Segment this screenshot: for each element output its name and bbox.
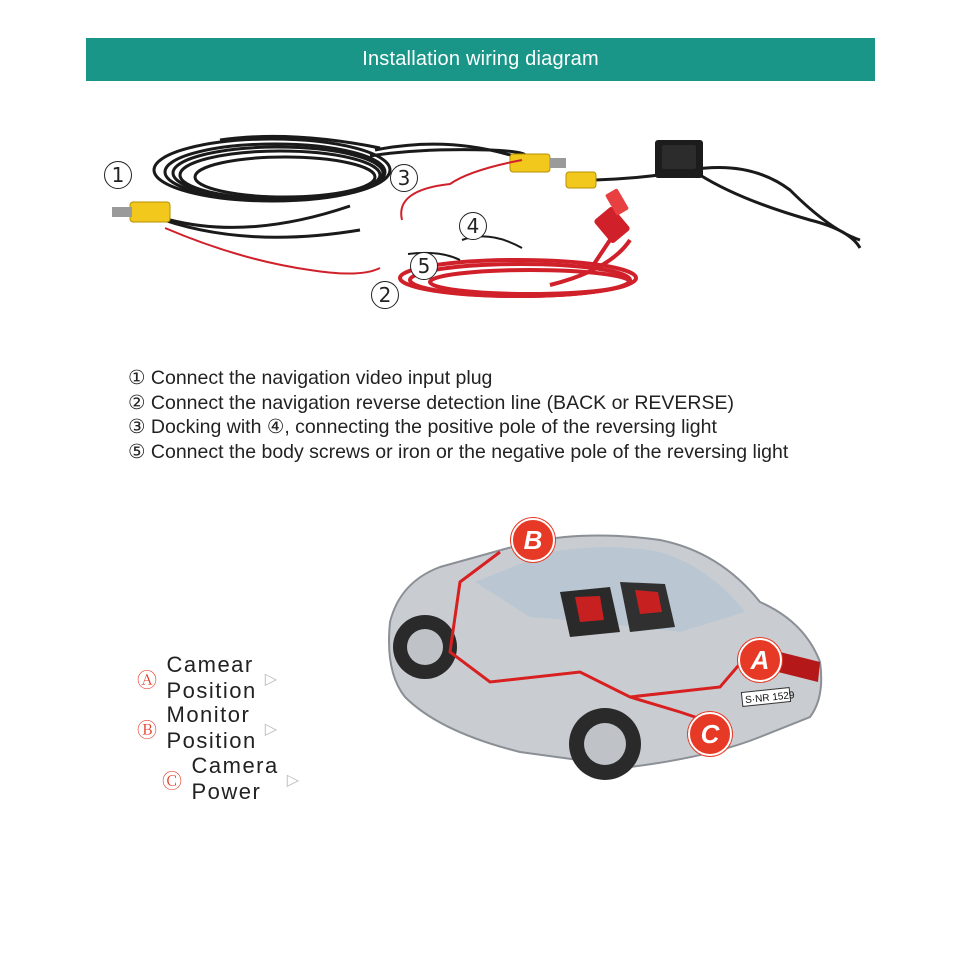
- red-connector: [593, 206, 631, 244]
- rca-plug-left: [130, 202, 170, 222]
- label-1: 1: [104, 161, 132, 189]
- rca-female-yellow: [510, 154, 550, 172]
- label-3: 3: [390, 164, 418, 192]
- instruction-1: ① Connect the navigation video input plug: [128, 367, 493, 389]
- legend-camera-power: [162, 753, 301, 805]
- red-wire-reverse: [165, 228, 380, 274]
- label-2: 2: [371, 281, 399, 309]
- rca-male-yellow: [566, 172, 596, 188]
- badge-b-icon: Ⓑ: [137, 717, 159, 742]
- callout-a: A: [738, 638, 782, 682]
- instruction-3: ③ Docking with ④, connecting the positive pole of the reversing light: [128, 416, 717, 438]
- callout-b: B: [511, 518, 555, 562]
- license-plate-text: S·NR 1529: [744, 690, 796, 707]
- triangle-arrow-icon: ▷: [286, 769, 301, 789]
- legend-camera-position: [137, 652, 279, 704]
- legend-label: Monitor Position: [166, 702, 257, 753]
- instructions-list: [128, 366, 888, 464]
- callout-c: C: [688, 712, 732, 756]
- page-title: Installation wiring diagram: [362, 48, 599, 70]
- label-4: 4: [459, 212, 487, 240]
- legend-label: Camear Position: [166, 652, 257, 703]
- badge-c-icon: Ⓒ: [162, 768, 184, 793]
- legend-label: Camera Power: [191, 753, 279, 804]
- badge-a-icon: Ⓐ: [137, 667, 159, 692]
- instruction-4: ⑤ Connect the body screws or iron or the negative pole of the reversing light: [128, 440, 789, 463]
- instruction-2: ② Connect the navigation reverse detection line (BACK or REVERSE): [128, 391, 735, 414]
- header-banner: [86, 38, 875, 81]
- legend-monitor-position: [137, 702, 279, 754]
- label-5: 5: [410, 252, 438, 280]
- triangle-arrow-icon: ▷: [264, 718, 279, 738]
- camera-cable: [595, 168, 860, 249]
- triangle-arrow-icon: ▷: [264, 668, 279, 688]
- red-wire-3: [401, 160, 522, 220]
